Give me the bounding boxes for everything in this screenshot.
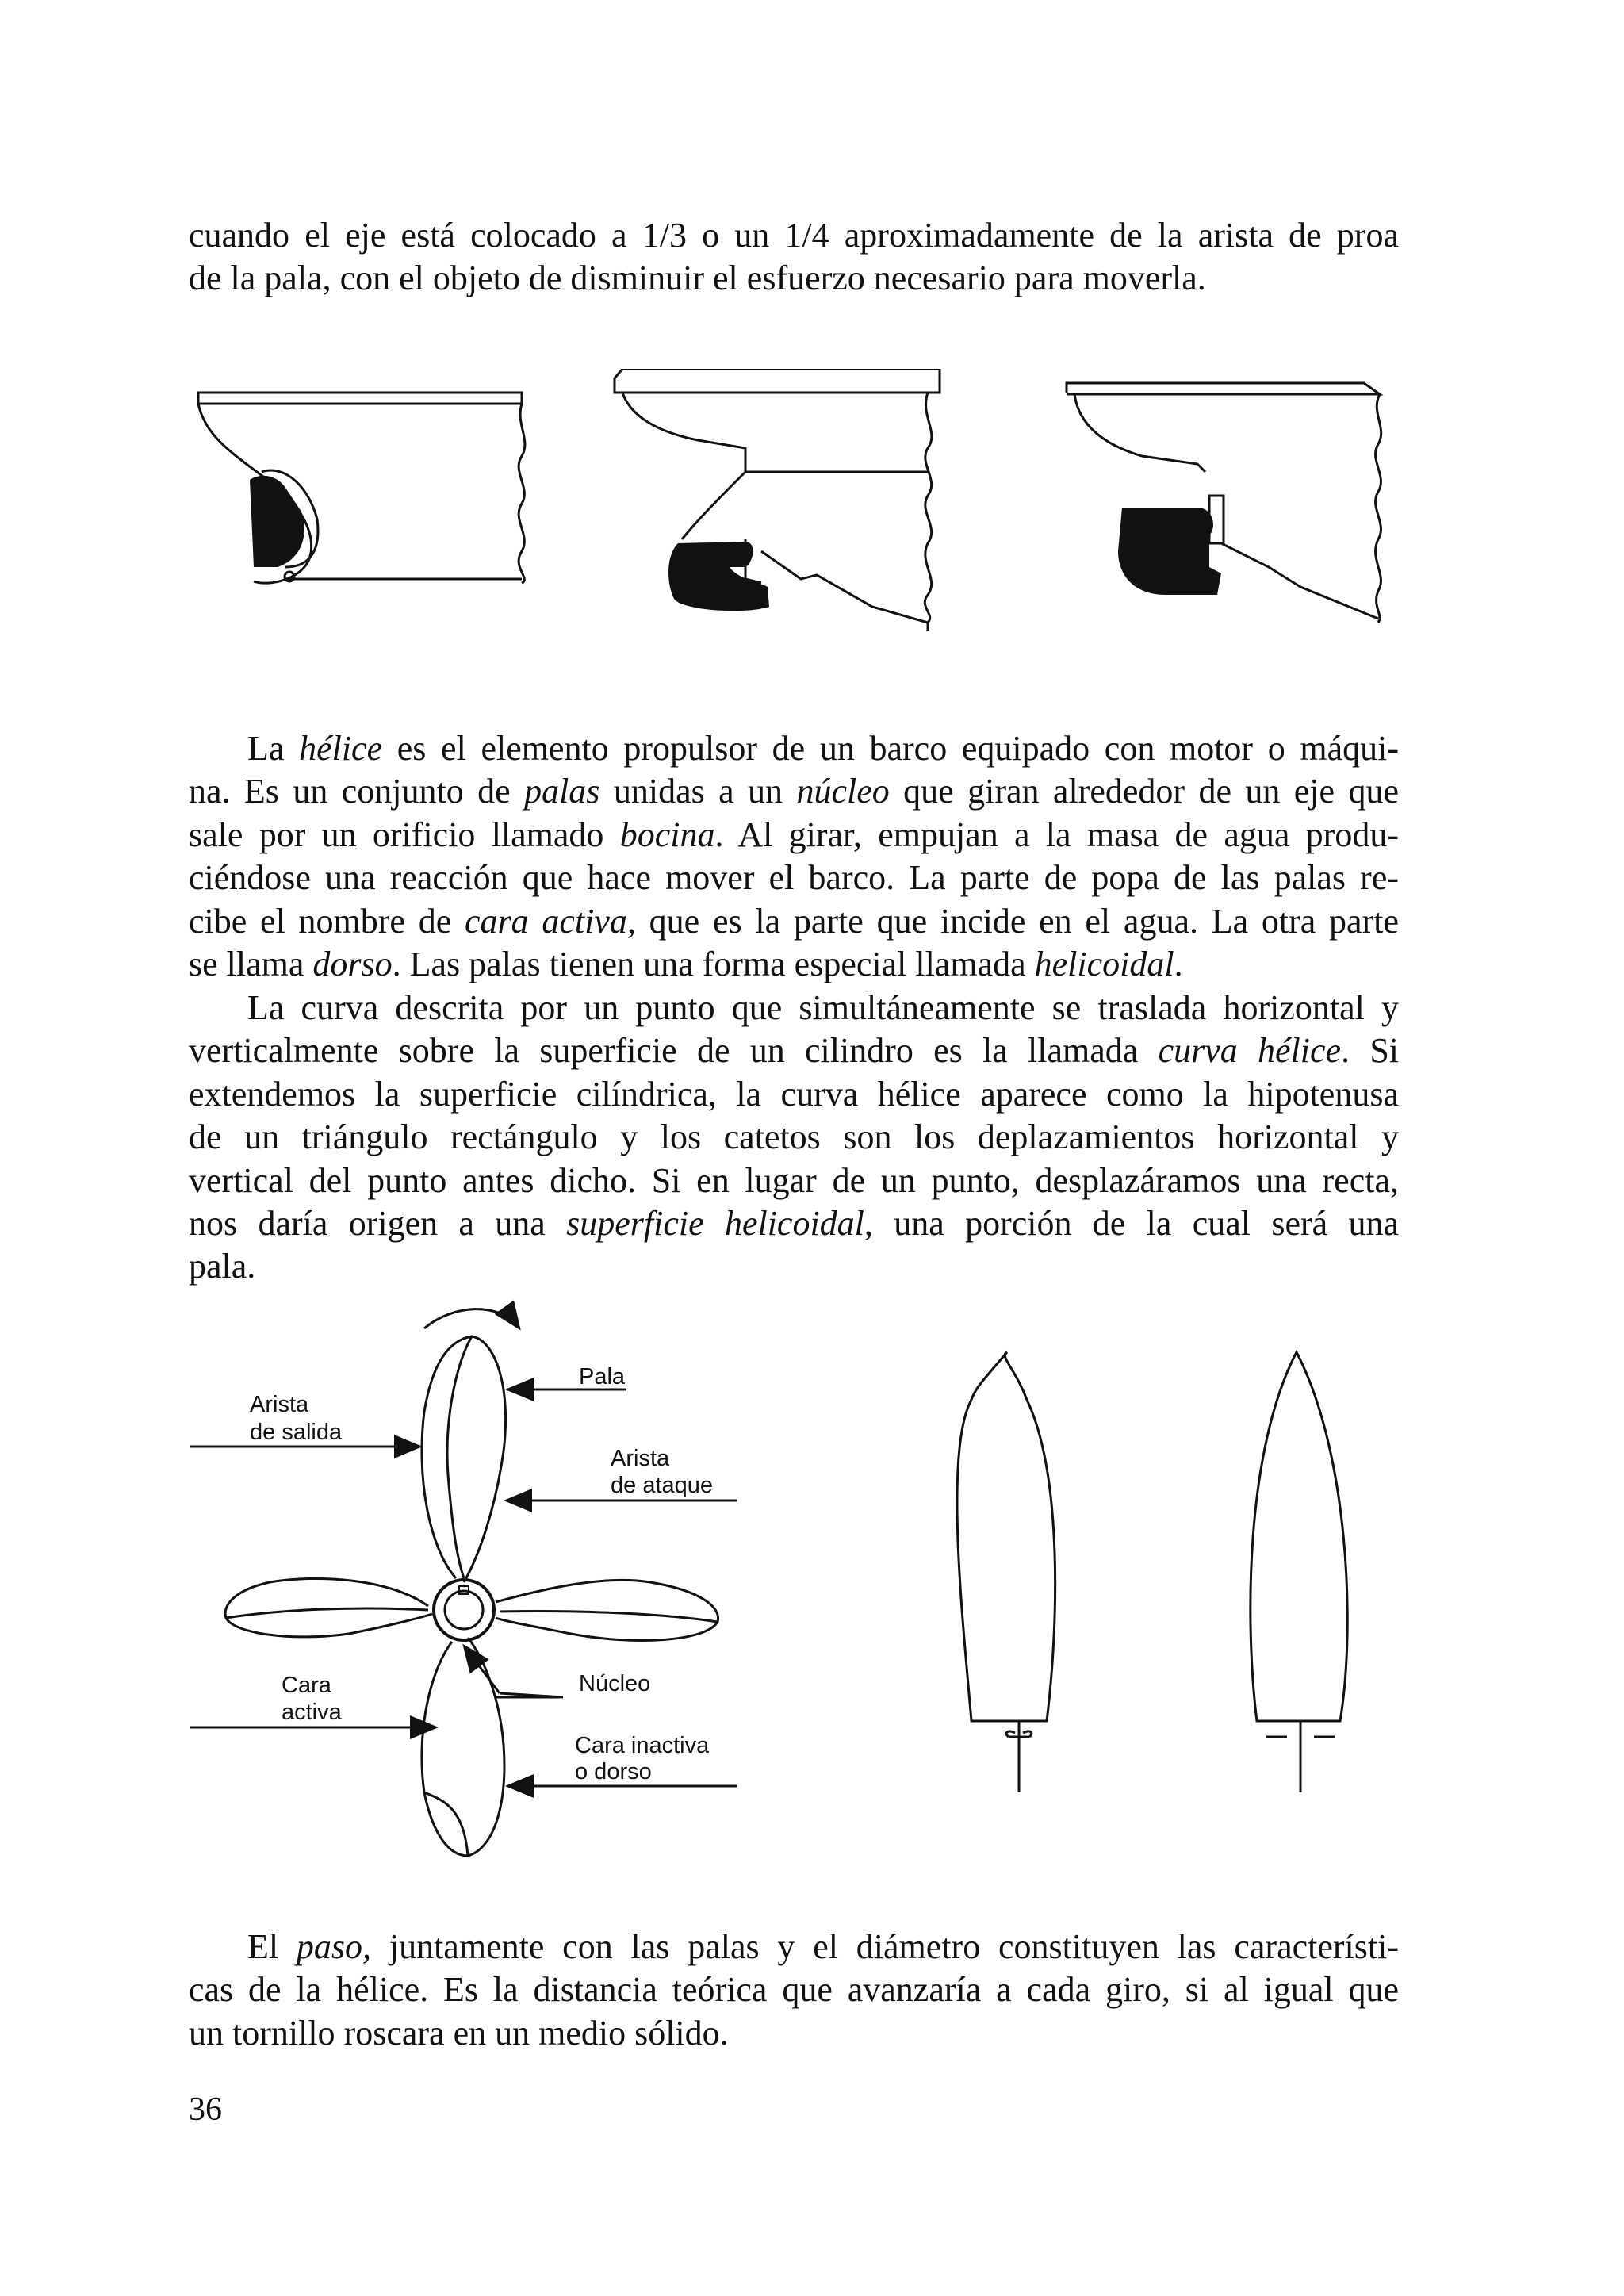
text-line: cibe el nombre de cara activa, que es la parte que incide en el agua. La otra parte — [189, 901, 1399, 941]
paragraph-helice — [189, 727, 1399, 986]
rudder-diagram-2 — [615, 369, 940, 631]
label-nucleo: Núcleo — [579, 1671, 651, 1696]
label-arista-ataque-2: de ataque — [611, 1473, 714, 1498]
propeller-hub — [434, 1580, 494, 1640]
text-line: La hélice es el elemento propulsor de un barco equipado con motor o máqui- — [247, 729, 1400, 768]
propeller-blade-top — [422, 1336, 506, 1582]
term-helice: hélice — [299, 729, 383, 768]
text-line: na. Es un conjunto de palas unidas a un núcleo que giran alrededor de un eje que — [189, 772, 1399, 811]
term-bocina: bocina — [619, 815, 715, 854]
paragraph-intro — [189, 214, 1399, 301]
text-line: El paso, juntamente con las palas y el diámetro constituyen las característi- — [247, 1927, 1399, 1966]
propeller-blade-bottom — [422, 1638, 504, 1856]
label-cara-inactiva-1: Cara inactiva — [575, 1733, 710, 1758]
text-line: de un triángulo rectángulo y los catetos son los deplazamientos horizontal y — [189, 1117, 1399, 1157]
text-line: pala. — [189, 1247, 256, 1286]
rudder-types-figure — [190, 369, 1396, 662]
term-dorso: dorso — [312, 945, 393, 984]
text-line: vertical del punto antes dicho. Si en lugar de un punto, desplazáramos una recta, — [189, 1160, 1399, 1200]
label-cara-activa-1: Cara — [282, 1673, 331, 1698]
text-line: un tornillo roscara en un medio sólido. — [189, 2013, 729, 2053]
label-cara-activa-2: activa — [282, 1700, 342, 1725]
label-arista-ataque-1: Arista — [611, 1446, 670, 1471]
label-pala: Pala — [579, 1364, 626, 1389]
text-line: extendemos la superficie cilíndrica, la curva hélice aparece como la hipotenusa — [189, 1074, 1399, 1114]
propeller-figure — [190, 1293, 1396, 1864]
term-nucleo: núcleo — [796, 772, 890, 811]
term-helicoidal: helicoidal — [1034, 945, 1174, 984]
term-cara-activa: cara activa, — [465, 901, 636, 941]
hull-twin-screw — [1251, 1352, 1347, 1721]
label-cara-inactiva-2: o dorso — [575, 1759, 652, 1784]
text-line: cas de la hélice. Es la distancia teórica que avanzaría a cada giro, si al igual que — [189, 1970, 1399, 2010]
label-arista-salida-1: Arista — [250, 1392, 309, 1417]
text-line: ciéndose una reacción que hace mover el barco. La parte de popa de las palas re- — [189, 858, 1399, 898]
rudder-diagram-1 — [198, 393, 525, 583]
hull-single-screw — [957, 1352, 1055, 1721]
rudder-diagram-3 — [1067, 383, 1381, 623]
paragraph-paso — [189, 1926, 1399, 2055]
text-line: de la pala, con el objeto de disminuir el esfuerzo necesario para moverla. — [189, 259, 1206, 298]
text-line: La curva descrita por un punto que simultáneamente se traslada horizontal y — [247, 988, 1399, 1027]
term-palas: palas — [524, 772, 600, 811]
text-line: se llama dorso. Las palas tienen una forma especial llamada helicoidal. — [189, 945, 1183, 984]
paragraph-curva — [189, 987, 1399, 1289]
text-line: sale por un orificio llamado bocina. Al girar, empujan a la masa de agua produ- — [189, 815, 1399, 854]
term-curva-helice: curva hélice — [1158, 1031, 1342, 1071]
term-paso: paso, — [296, 1927, 372, 1966]
text-line: nos daría origen a una superficie helicoidal, una porción de la cual será una — [189, 1204, 1400, 1244]
page-number: 36 — [189, 2091, 222, 2128]
label-arista-salida-2: de salida — [250, 1420, 343, 1445]
term-superficie-helicoidal: superficie helicoidal — [566, 1204, 864, 1244]
text-line: cuando el eje está colocado a 1/3 o un 1/4 aproximadamente de la arista de proa — [189, 216, 1399, 255]
text-line: verticalmente sobre la superficie de un cilindro es la llamada curva hélice. Si — [189, 1031, 1400, 1071]
rotation-arrow — [424, 1309, 519, 1328]
